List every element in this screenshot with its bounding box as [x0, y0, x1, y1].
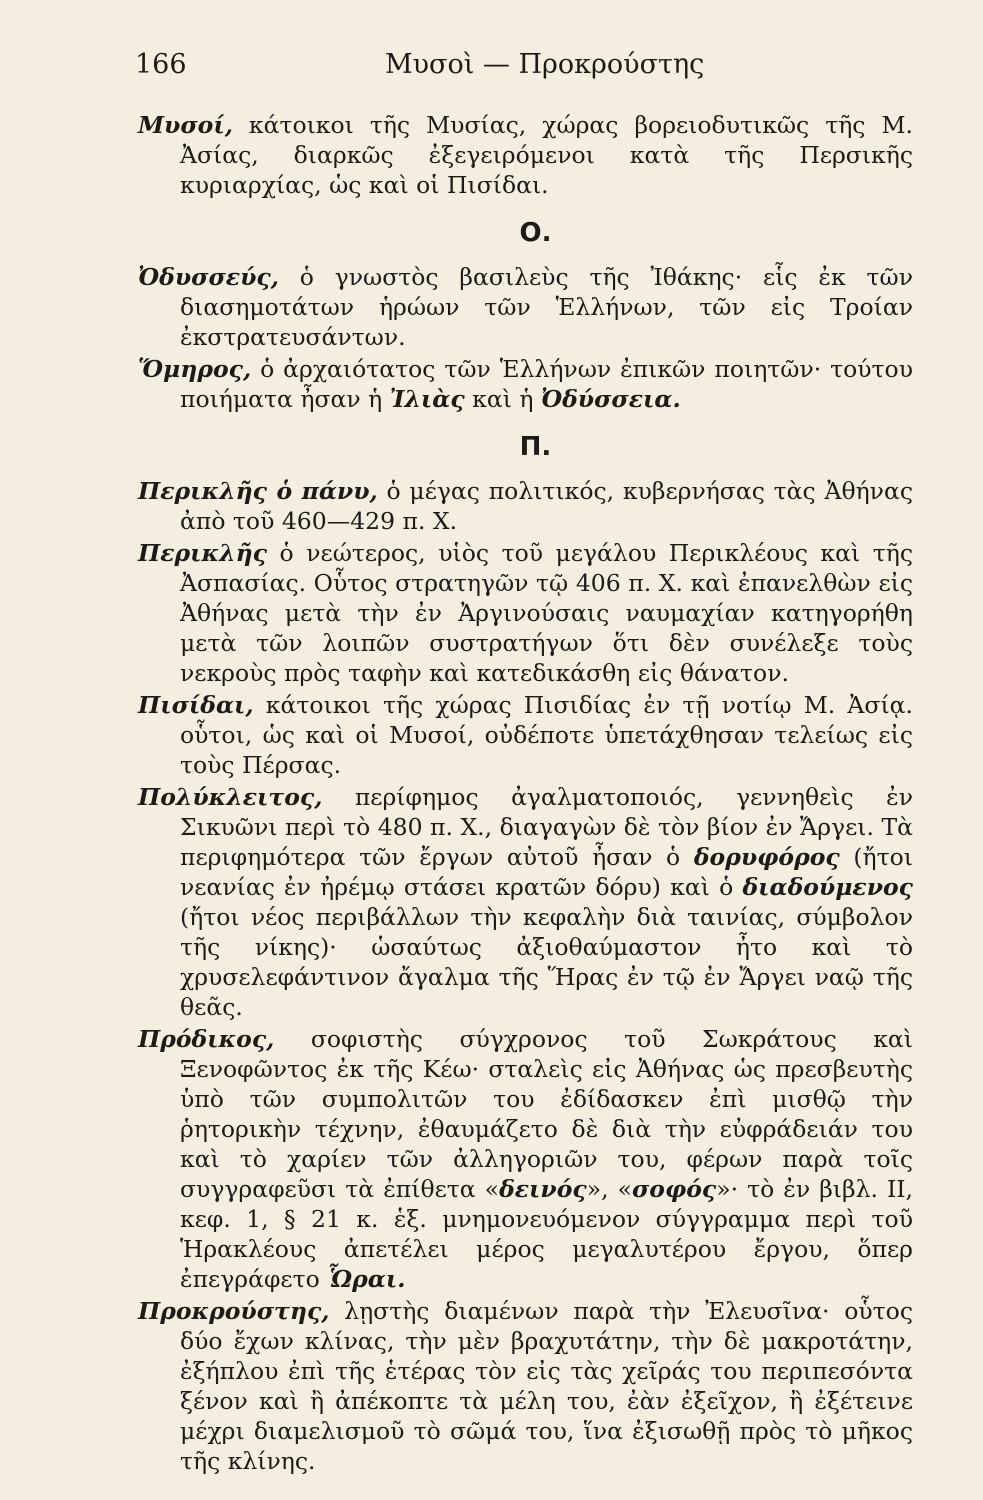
- entry-prodikos: [138, 1024, 913, 1294]
- running-head: Μυσοὶ — Προκρούστης: [385, 49, 705, 80]
- entry-text: ὁ νεώτερος, υἱὸς τοῦ μεγάλου Περικλέους καὶ τῆς Ἀσπασίας. Οὗτος στρατηγῶν τῷ 406 π. Χ. καὶ ἐπανελθὼν εἰς Ἀθήνας μετὰ τὴν ἐν Ἀργινούσαις ναυμαχίαν κατηγορήθη μετὰ τῶν λοιπῶν συστρατήγων ὅτι δὲν συνέλεξε τοὺς νεκροὺς πρὸς ταφὴν καὶ κατεδικάσθη εἰς θάνατον.: [180, 539, 913, 687]
- entry-polykleitos: [138, 782, 913, 1022]
- entry-headword: Μυσοί,: [138, 111, 233, 139]
- entry-text: λῃστὴς διαμένων παρὰ τὴν Ἐλευσῖνα· οὗτος δύο ἔχων κλίνας, τὴν μὲν βραχυτάτην, τὴν δὲ μακροτάτην, ἐξήπλου ἐπὶ τῆς ἑτέρας τὸν εἰς τὰς χεῖράς του περιπεσόντα ξένον καὶ ἢ ἀπέκοπτε τὰ μέλη του, ἐὰν ἐξεῖχον, ἢ ἐξέτεινε μέχρι διαμελισμοῦ τὸ σῶμά του, ἵνα ἐξισωθῇ πρὸς τὸ μῆκος τῆς κλίνης.: [180, 1297, 913, 1475]
- glossary-content: [138, 110, 913, 1478]
- entry-text: περίφημος ἀγαλματοποιός, γεννηθεὶς ἐν Σικυῶνι περὶ τὸ 480 π. Χ., διαγαγὼν δὲ τὸν βίον ἐν Ἄργει. Τὰ περιφημότερα τῶν ἔργων αὐτοῦ ἦσαν ὁ: [180, 783, 913, 871]
- entry-pisidai: [138, 690, 913, 780]
- entry-text: ὁ μέγας πολιτικός, κυβερνήσας τὰς Ἀθήνας ἀπὸ τοῦ 460—429 π. Χ.: [180, 477, 913, 535]
- entry-text: »· τὸ ἐν βιβλ. II, κεφ. 1, § 21 κ. ἑξ. μνημονευόμενον σύγγραμμα περὶ τοῦ Ἡρακλέους ἀπετέλει μέρος μεγαλυτέρου ἔργου, ὅπερ ἐπεγράφετο: [180, 1175, 914, 1293]
- entry-headword: Ὀδυσσεύς,: [138, 263, 279, 291]
- entry-headword: Πρόδικος,: [138, 1025, 275, 1053]
- entry-text: ὁ γνωστὸς βασιλεὺς τῆς Ἰθάκης· εἷς ἐκ τῶν διασημοτάτων ἡρώων τῶν Ἑλλήνων, τῶν εἰς Τροίαν ἐκστρατευσάντων.: [180, 263, 913, 351]
- emphasized-term: Ὧραι.: [327, 1265, 406, 1293]
- entry-headword: Πισίδαι,: [138, 691, 254, 719]
- entry-headword: Πολύκλειτος,: [138, 783, 323, 811]
- entry-text: κάτοικοι τῆς χώρας Πισιδίας ἐν τῇ νοτίῳ Μ. Ἀσίᾳ. οὗτοι, ὡς καὶ οἱ Μυσοί, οὐδέποτε ὑπετάχθησαν τελείως εἰς τοὺς Πέρσας.: [180, 691, 913, 779]
- entry-text: καὶ ἡ: [464, 385, 541, 413]
- section-letter-o: Ο.: [519, 218, 552, 248]
- entry-text: κάτοικοι τῆς Μυσίας, χώρας βορειοδυτικῶς τῆς Μ. Ἀσίας, διαρκῶς ἐξεγειρόμενοι κατὰ τῆς Περσικῆς κυριαρχίας, ὡς καὶ οἱ Πισίδαι.: [180, 111, 913, 199]
- entry-homeros: [138, 354, 913, 414]
- entry-text: », «: [586, 1175, 632, 1203]
- entry-text: ὁ ἀρχαιότατος τῶν Ἑλλήνων ἐπικῶν ποιητῶν· τούτου ποιήματα ἦσαν ἡ: [180, 355, 913, 413]
- entry-headword: Προκρούστης,: [138, 1297, 330, 1325]
- emphasized-term: Ὀδύσσεια.: [540, 385, 681, 413]
- emphasized-term: δορυφόρος: [693, 843, 840, 871]
- entry-text: (ἤτοι νεανίας ἐν ἠρέμῳ στάσει κρατῶν δόρυ) καὶ ὁ: [180, 843, 913, 901]
- entry-perikles-younger: [138, 538, 913, 688]
- entry-prokroustes: [138, 1296, 913, 1476]
- entry-mysoi: [138, 110, 913, 200]
- entry-odysseus: [138, 262, 913, 352]
- emphasized-term: σοφός: [631, 1175, 717, 1203]
- entry-perikles-elder: [138, 476, 913, 536]
- entry-text: σοφιστὴς σύγχρονος τοῦ Σωκράτους καὶ Ξενοφῶντος ἐκ τῆς Κέω· σταλεὶς εἰς Ἀθήνας ὡς πρεσβευτὴς ὑπὸ τῶν συμπολιτῶν του ἐδίδασκεν ἐπὶ μισθῷ τὴν ῥητορικὴν τέχνην, ἐθαυμάζετο δὲ διὰ τὴν εὐφράδειάν του καὶ τὸ χαρίεν τῶν ἀλληγοριῶν του, φέρων παρὰ τοῖς συγγραφεῦσι τὰ ἐπίθετα «: [180, 1025, 913, 1203]
- emphasized-term: Ἰλιὰς: [389, 385, 465, 413]
- emphasized-term: διαδούμενος: [742, 873, 913, 901]
- entry-headword: Περικλῆς ὁ πάνυ,: [138, 477, 378, 505]
- section-letter-p: Π.: [519, 432, 552, 462]
- emphasized-term: δεινός: [499, 1175, 587, 1203]
- entry-text: (ἤτοι νέος περιβάλλων τὴν κεφαλὴν διὰ ταινίας, σύμβολον τῆς νίκης)· ὡσαύτως ἀξιοθαύμαστον ἦτο καὶ τὸ χρυσελεφάντινον ἄγαλμα τῆς Ἥρας ἐν τῷ ἐν Ἄργει ναῷ τῆς θεᾶς.: [180, 903, 913, 1021]
- entry-headword: Ὅμηρος,: [138, 355, 252, 383]
- page-number: 166: [135, 49, 187, 80]
- entry-headword: Περικλῆς: [138, 539, 267, 567]
